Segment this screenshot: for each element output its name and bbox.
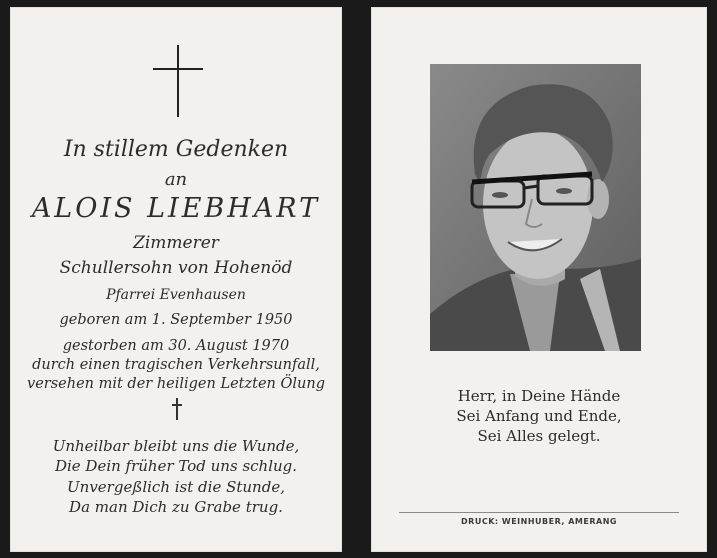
cause-line-1: durch einen tragischen Verkehrsunfall, [32,357,320,373]
death-date-line: gestorben am 30. August 1970 [62,338,290,354]
memorial-heading: In stillem Gedenken [63,137,289,162]
small-cross-icon [172,398,182,420]
deceased-name: ALOIS LIEBHART [31,193,321,224]
printer-credit: DRUCK: WEINHUBER, AMERANG [461,517,617,526]
memorial-card-text [10,7,342,552]
verse-line: Die Dein früher Tod uns schlug. [54,457,298,475]
cross-icon [153,45,203,117]
deceased-origin: Schullersohn von Hohenöd [59,258,293,278]
prayer-line: Sei Anfang und Ende, [456,407,622,425]
deceased-occupation: Zimmerer [133,233,219,253]
verse-line: Unheilbar bleibt uns die Wunde, [52,437,300,455]
memorial-preposition: an [164,169,188,190]
portrait-photo [430,64,641,351]
prayer-line: Herr, in Deine Hände [457,387,621,405]
birth-date-line: geboren am 1. September 1950 [59,312,293,328]
prayer-line: Sei Alles gelegt. [477,427,601,445]
parish-line: Pfarrei Evenhausen [106,287,246,303]
memorial-card-photo [371,7,707,552]
portrait-illustration [430,64,641,351]
verse-line: Da man Dich zu Grabe trug. [69,498,283,516]
verse-line: Unvergeßlich ist die Stunde, [67,478,285,496]
divider [399,512,679,513]
cause-line-2: versehen mit der heiligen Letzten Ölung [27,376,325,392]
